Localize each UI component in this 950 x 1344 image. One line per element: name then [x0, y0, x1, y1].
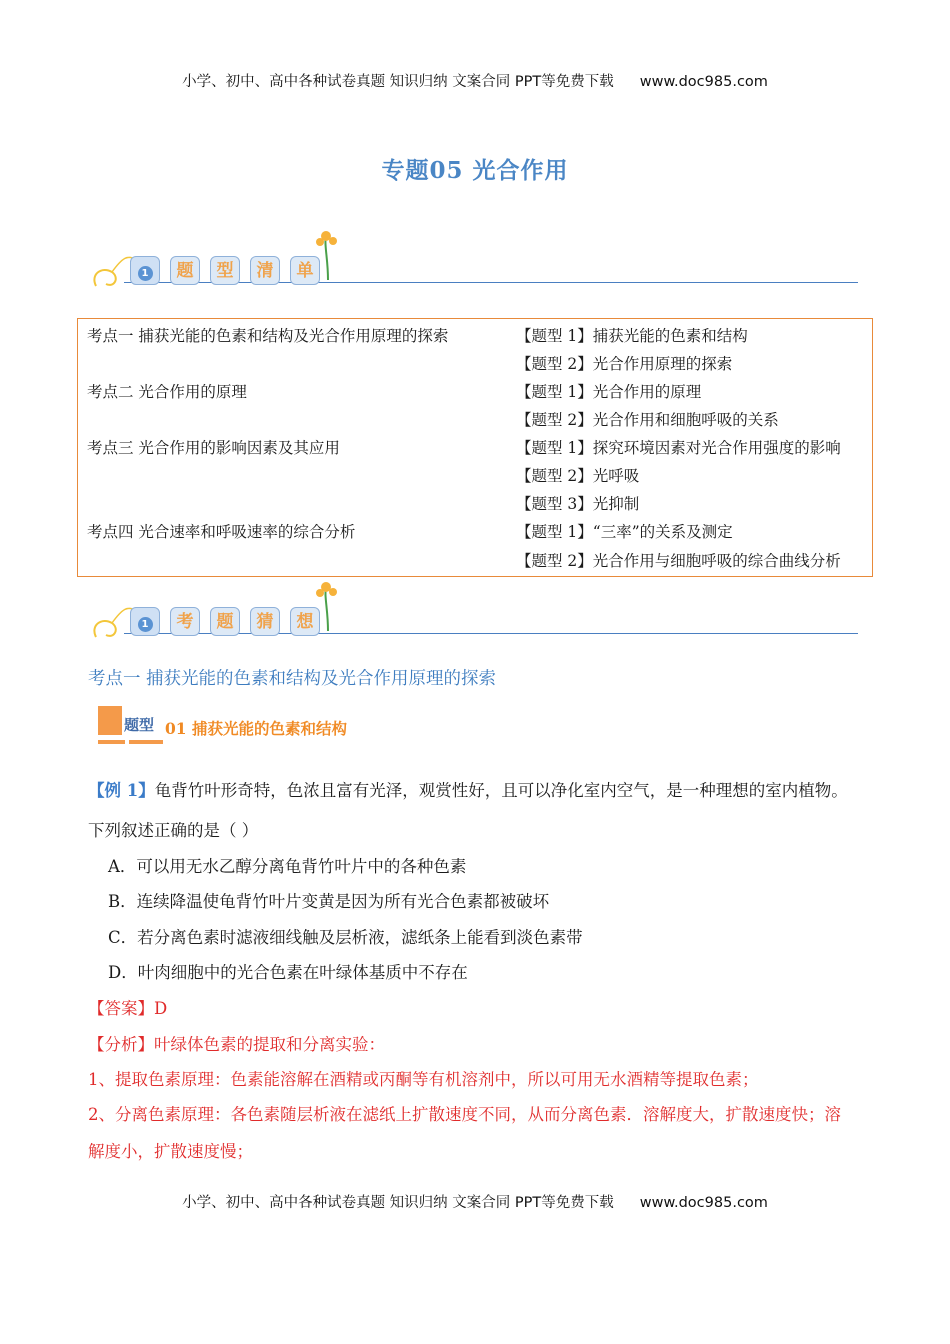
tixing-item: 【题型 2】光合作用和细胞呼吸的关系 [516, 411, 779, 429]
page-footer [0, 1191, 950, 1212]
header-site[interactable]: www.doc985.com [639, 74, 768, 90]
kaodian-1: 考点一 捕获光能的色素和结构及光合作用原理的探索 [87, 327, 449, 345]
tixing-item: 【题型 2】光合作用原理的探索 [516, 355, 733, 373]
analysis-point-2-line1: 2、分离色素原理：各色素随层析液在滤纸上扩散速度不同，从而分离色素．溶解度大，扩散速度快；溶 [88, 1105, 841, 1124]
banner-tile: 题 [170, 256, 200, 285]
analysis-tag: 【分析】 [88, 1035, 154, 1054]
footer-text: 小学、初中、高中各种试卷真题 知识归纳 文案合同 PPT等免费下载 [182, 1195, 614, 1211]
banner-tile: 想 [290, 607, 320, 636]
analysis-head: 叶绿体色素的提取和分离实验： [154, 1035, 385, 1054]
tixing-item: 【题型 1】探究环境因素对光合作用强度的影响 [516, 439, 841, 457]
banner-tile: 考 [170, 607, 200, 636]
example-stem-line2: 下列叙述正确的是（ ） [88, 821, 259, 840]
tixing-item: 【题型 1】光合作用的原理 [516, 383, 702, 401]
banner-number-badge: 1 [130, 256, 160, 285]
tixing-badge-bar [98, 740, 125, 744]
option-d: D．叶肉细胞中的光合色素在叶绿体基质中不存在 [108, 963, 468, 982]
tixing-item: 【题型 2】光呼吸 [516, 467, 640, 485]
footer-site[interactable]: www.doc985.com [639, 1195, 768, 1211]
tixing-badge-block [98, 706, 122, 735]
analysis-point-2-line2: 解度小，扩散速度慢； [88, 1142, 253, 1161]
answer-line [88, 995, 167, 1019]
example-stem-line1 [88, 777, 848, 801]
topic-list-box [77, 318, 873, 577]
option-c: C．若分离色素时滤液细线触及层析液，滤纸条上能看到淡色素带 [108, 928, 583, 947]
banner-tile: 单 [290, 256, 320, 285]
tixing-item: 【题型 3】光抑制 [516, 495, 640, 513]
answer-tag: 【答案】 [88, 999, 154, 1018]
tixing-item: 【题型 2】光合作用与细胞呼吸的综合曲线分析 [516, 552, 841, 570]
header-text: 小学、初中、高中各种试卷真题 知识归纳 文案合同 PPT等免费下载 [182, 74, 614, 90]
banner-number-badge: 1 [130, 607, 160, 636]
banner-tile: 题 [210, 607, 240, 636]
example-stem-text: 龟背竹叶形奇特，色浓且富有光泽，观赏性好，且可以净化室内空气，是一种理想的室内植物。 [154, 781, 848, 800]
kaodian-3: 考点三 光合作用的影响因素及其应用 [87, 439, 340, 457]
analysis-point-1: 1、提取色素原理：色素能溶解在酒精或丙酮等有机溶剂中，所以可用无水酒精等提取色素； [88, 1070, 759, 1089]
page-header [0, 70, 950, 91]
tixing-item: 【题型 1】“三率”的关系及测定 [516, 523, 733, 541]
analysis-line [88, 1031, 385, 1055]
option-b: B．连续降温使龟背竹叶片变黄是因为所有光合色素都被破坏 [108, 892, 550, 911]
page-title: 专题05 光合作用 [381, 157, 569, 184]
answer-value: D [154, 999, 168, 1018]
tixing-badge-bar [129, 740, 163, 744]
kaodian-4: 考点四 光合速率和呼吸速率的综合分析 [87, 523, 356, 541]
banner-tile: 型 [210, 256, 240, 285]
banner-tile: 清 [250, 256, 280, 285]
banner-tixing-qingdan [88, 228, 858, 290]
example-tag: 【例 1】 [88, 781, 155, 800]
tixing-item: 【题型 1】捕获光能的色素和结构 [516, 327, 748, 345]
banner-kaoti-caixiang [88, 579, 858, 641]
tixing-badge-label: 题型 [124, 716, 155, 734]
tixing-badge [98, 706, 164, 746]
tixing-title: 01 捕获光能的色素和结构 [165, 719, 347, 738]
banner-tile: 猜 [250, 607, 280, 636]
section-title: 考点一 捕获光能的色素和结构及光合作用原理的探索 [88, 669, 497, 689]
option-a: A．可以用无水乙醇分离龟背竹叶片中的各种色素 [108, 857, 467, 876]
kaodian-2: 考点二 光合作用的原理 [87, 383, 247, 401]
